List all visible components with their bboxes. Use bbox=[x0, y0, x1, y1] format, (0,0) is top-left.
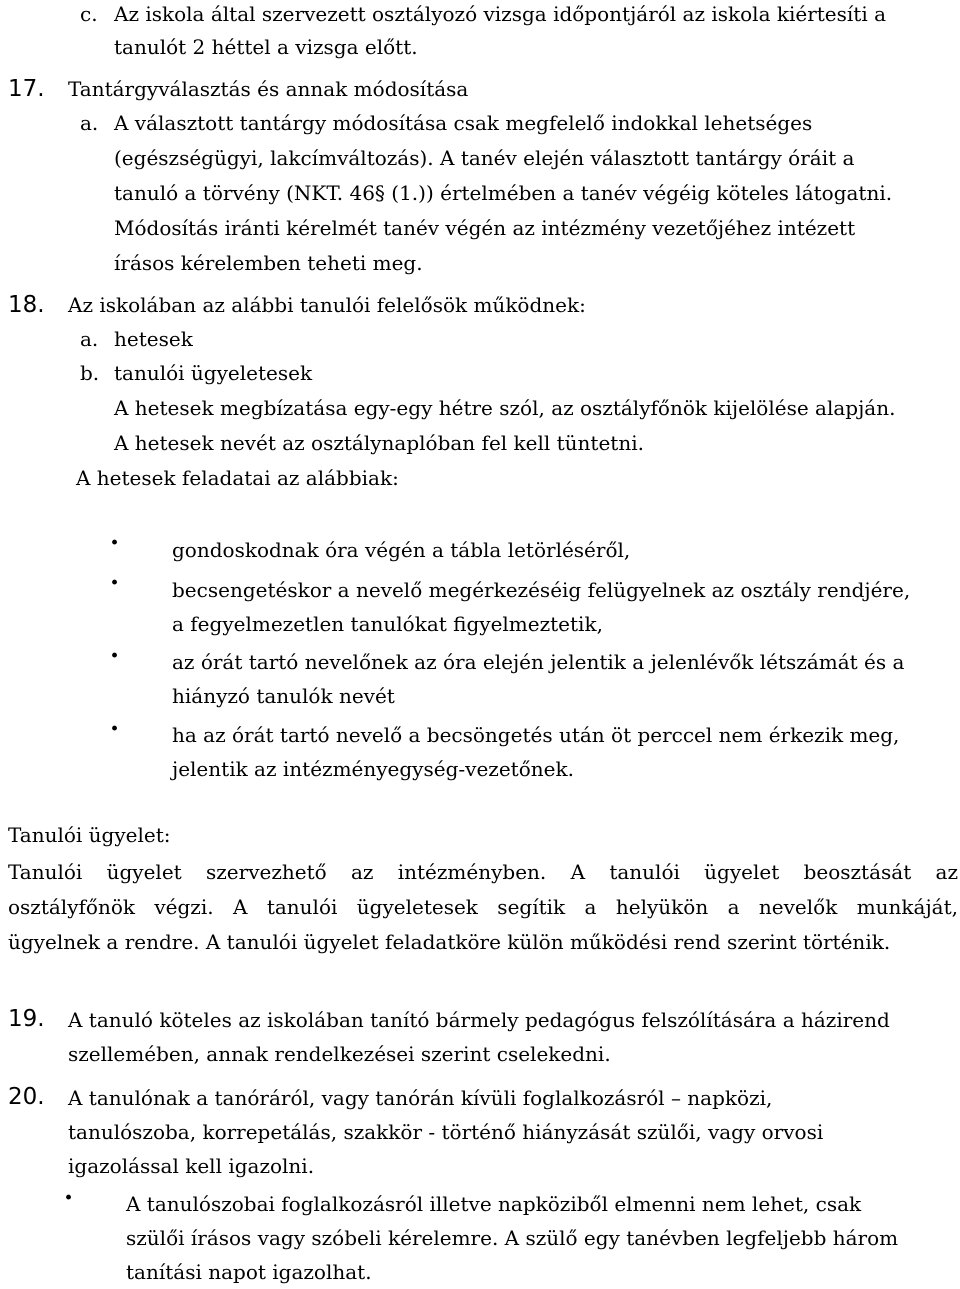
bullet-item: tanítási napot igazolhat. bbox=[126, 1260, 372, 1284]
bullet-item: az órát tartó nevelőnek az óra elején jelentik a jelenlévők létszámát és a bbox=[172, 650, 905, 674]
bullet-item: hiányzó tanulók nevét bbox=[172, 684, 395, 708]
section-title: Az iskolában az alábbi tanulói felelősök működnek: bbox=[68, 293, 586, 317]
paragraph-line: írásos kérelemben teheti meg. bbox=[114, 251, 423, 275]
paragraph-line: A választott tantárgy módosítása csak megfelelő indokkal lehetséges bbox=[114, 111, 813, 135]
section-title: Tanulói ügyelet: bbox=[8, 823, 171, 847]
paragraph-line: Módosítás iránti kérelmét tanév végén az intézmény vezetőjéhez intézett bbox=[114, 216, 856, 240]
bullet-item: A tanulószobai foglalkozásról illetve napköziből elmenni nem lehet, csak bbox=[126, 1192, 862, 1216]
section-number: 19. bbox=[8, 1006, 45, 1032]
section-number: 17. bbox=[8, 76, 45, 102]
list-letter: c. bbox=[80, 2, 98, 26]
paragraph-line: A hetesek nevét az osztálynaplóban fel kell tüntetni. bbox=[114, 431, 644, 455]
bullet-item: becsengetéskor a nevelő megérkezéséig felügyelnek az osztály rendjére, bbox=[172, 578, 911, 602]
paragraph-line: igazolással kell igazolni. bbox=[68, 1154, 315, 1178]
paragraph-line: A tanuló köteles az iskolában tanító bármely pedagógus felszólítására a házirend bbox=[68, 1008, 890, 1032]
list-letter: a. bbox=[80, 111, 99, 135]
bullet-item: gondoskodnak óra végén a tábla letörléséről, bbox=[172, 538, 631, 562]
section-number: 20. bbox=[8, 1084, 45, 1110]
bullet-item: szülői írásos vagy szóbeli kérelemre. A szülő egy tanévben legfeljebb három bbox=[126, 1226, 899, 1250]
duties-title: A hetesek feladatai az alábbiak: bbox=[76, 466, 399, 490]
paragraph-line: (egészségügyi, lakcímváltozás). A tanév elején választott tantárgy óráit a bbox=[114, 146, 855, 170]
paragraph-line: Tanulói ügyelet szervezhető az intézményben. A tanulói ügyelet beosztását az bbox=[8, 860, 958, 884]
paragraph-line: tanulószoba, korrepetálás, szakkör - történő hiányzását szülői, vagy orvosi bbox=[68, 1120, 824, 1144]
bullet-icon: · bbox=[110, 528, 120, 558]
list-letter: b. bbox=[80, 361, 100, 385]
paragraph-line: tanuló a törvény (NKT. 46§ (1.)) értelmében a tanév végéig köteles látogatni. bbox=[114, 181, 893, 205]
section-title: Tantárgyválasztás és annak módosítása bbox=[68, 77, 469, 101]
paragraph-line: szellemében, annak rendelkezései szerint cselekedni. bbox=[68, 1042, 611, 1066]
bullet-icon: · bbox=[110, 568, 120, 598]
paragraph-line: A hetesek megbízatása egy-egy hétre szól, az osztályfőnök kijelölése alapján. bbox=[114, 396, 896, 420]
paragraph-line: A tanulónak a tanóráról, vagy tanórán kívüli foglalkozásról – napközi, bbox=[68, 1086, 773, 1110]
paragraph-line: Az iskola által szervezett osztályozó vizsga időpontjáról az iskola kiértesíti a bbox=[114, 2, 887, 26]
bullet-icon: · bbox=[64, 1183, 74, 1213]
list-item: hetesek bbox=[114, 327, 193, 351]
list-letter: a. bbox=[80, 327, 99, 351]
section-number: 18. bbox=[8, 292, 45, 318]
bullet-icon: · bbox=[110, 641, 120, 671]
bullet-icon: · bbox=[110, 714, 120, 744]
paragraph-line: tanulót 2 héttel a vizsga előtt. bbox=[114, 35, 418, 59]
bullet-item: jelentik az intézményegység-vezetőnek. bbox=[172, 757, 574, 781]
paragraph-line: osztályfőnök végzi. A tanulói ügyeletesek segítik a helyükön a nevelők munkáját, bbox=[8, 895, 958, 919]
bullet-item: ha az órát tartó nevelő a becsöngetés után öt perccel nem érkezik meg, bbox=[172, 723, 900, 747]
paragraph-line: ügyelnek a rendre. A tanulói ügyelet feladatköre külön működési rend szerint történik. bbox=[8, 930, 891, 954]
list-item: tanulói ügyeletesek bbox=[114, 361, 313, 385]
bullet-item: a fegyelmezetlen tanulókat figyelmeztetik, bbox=[172, 612, 603, 636]
